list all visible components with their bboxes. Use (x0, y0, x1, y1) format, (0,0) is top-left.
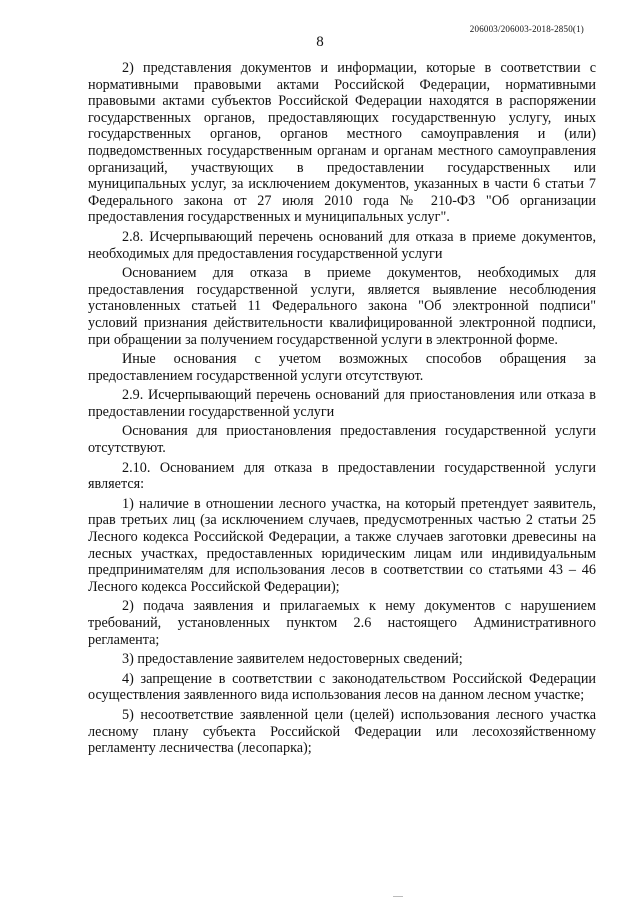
bottom-scan-artifact (88, 896, 596, 897)
paragraph-item-2-documents: 2) представления документов и информации, которые в соответствии с нормативными правовыми актами Российской Федерации, нормативными правовыми актами субъектов Российской Федерации находятся в распоряжении государственных органов, предоставляющих государственную услугу, иных государственных органов, органов местного самоуправления и (или) подведомственных государственным органам и органам местного самоуправления организаций, участвующих в предоставлении государственных или муниципальных услуг, за исключением документов, указанных в части 6 статьи 7 Федерального закона от 27 июля 2010 года № 210-ФЗ "Об организации предоставления государственных и муниципальных услуг". (88, 60, 596, 226)
paragraph-other-grounds-absent: Иные основания с учетом возможных способов обращения за предоставлением государственной услуги отсутствуют. (88, 351, 596, 384)
page-number: 8 (316, 34, 324, 50)
document-id: 206003/206003-2018-2850(1) (469, 24, 584, 34)
section-2-9-heading: 2.9. Исчерпывающий перечень оснований для приостановления или отказа в предоставлении государственной услуги (88, 387, 596, 420)
paragraph-suspension-grounds-absent: Основания для приостановления предоставления государственной услуги отсутствуют. (88, 423, 596, 457)
list-item-5-purpose-mismatch: 5) несоответствие заявленной цели (целей) использования лесного участка лесному плану субъекта Российской Федерации или лесохозяйственному регламенту лесничества (лесопарка); (88, 706, 596, 757)
list-item-3-false-information: 3) предоставление заявителем недостоверных сведений; (122, 651, 463, 668)
document-body (88, 60, 596, 760)
section-2-10-heading: 2.10. Основанием для отказа в предоставлении государственной услуги является: (88, 459, 596, 493)
paragraph-refusal-grounds-electronic-signature: Основанием для отказа в приеме документов, необходимых для предоставления государственной услуги, является выявление несоблюдения установленных статьей 11 Федерального закона "Об электронной подписи" условий признания действительности квалифицированной электронной подписи, при обращении за получением государственной услуги в электронной форме. (88, 265, 596, 348)
list-item-1-third-party-rights: 1) наличие в отношении лесного участка, на который претендует заявитель, прав третьих лиц (за исключением случаев, предусмотренных частью 2 статьи 25 Лесного кодекса Российской Федерации, а также случаев заготовки древесины на лесных участках, предоставленных юридическим лицам или индивидуальным предпринимателям для использования лесов в соответствии со статьями 43 – 46 Лесного кодекса Российской Федерации); (88, 495, 596, 595)
list-item-2-requirements-violation: 2) подача заявления и прилагаемых к нему документов с нарушением требований, установленных пунктом 2.6 настоящего Административного регламента; (88, 598, 596, 648)
list-item-4-prohibition: 4) запрещение в соответствии с законодательством Российской Федерации осуществления заявленного вида использования лесов на данном лесном участке; (88, 670, 596, 704)
section-2-8-heading: 2.8. Исчерпывающий перечень оснований для отказа в приеме документов, необходимых для предоставления государственной услуги (88, 228, 596, 262)
